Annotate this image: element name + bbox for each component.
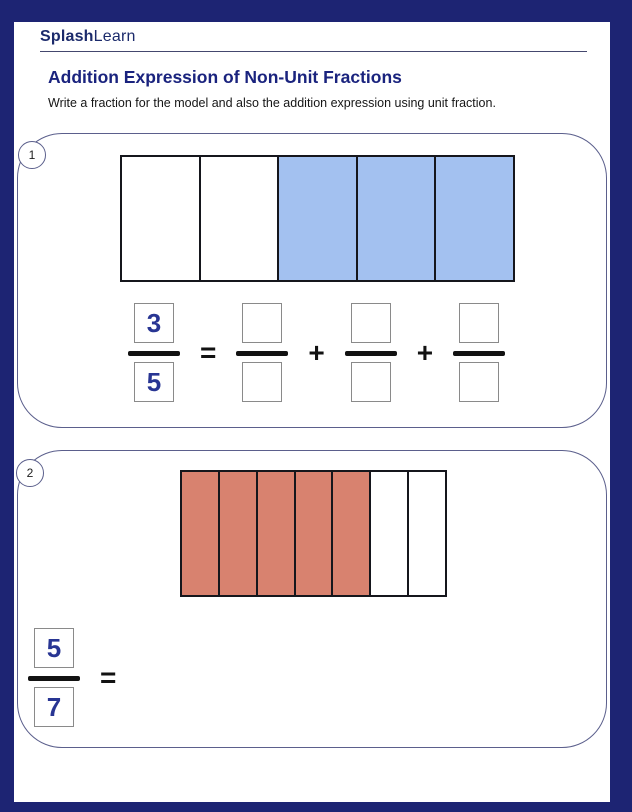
fraction-bar-model — [180, 470, 447, 597]
bar-cell — [333, 472, 371, 595]
problem-number: 1 — [28, 148, 36, 162]
denominator-answer-box[interactable] — [242, 362, 282, 402]
bar-cell — [409, 472, 445, 595]
page-title: Addition Expression of Non-Unit Fractions — [48, 67, 402, 87]
addend-fraction — [236, 303, 288, 402]
model-fraction — [28, 628, 80, 727]
problem-number-badge — [16, 459, 44, 487]
problem-number-badge — [18, 141, 46, 169]
bar-cell — [296, 472, 334, 595]
denominator-answer-box[interactable] — [351, 362, 391, 402]
logo-bold-part: Splash — [40, 28, 94, 45]
model-fraction — [128, 303, 180, 402]
addend-fraction — [345, 303, 397, 402]
denominator-answer-box[interactable] — [459, 362, 499, 402]
bar-cell — [258, 472, 296, 595]
equals-sign: = — [200, 336, 217, 368]
addend-fraction — [453, 303, 505, 402]
splashlearn-logo — [40, 28, 136, 46]
denominator-box: 7 — [34, 687, 74, 727]
fraction-line — [345, 351, 397, 356]
bar-cell — [371, 472, 409, 595]
bar-cell — [201, 157, 280, 280]
fraction-line — [453, 351, 505, 356]
numerator-answer-box[interactable] — [242, 303, 282, 343]
numerator-box: 3 — [134, 303, 174, 343]
equation-row — [28, 628, 116, 727]
numerator-box: 5 — [34, 628, 74, 668]
fraction-line — [236, 351, 288, 356]
fraction-line — [28, 676, 80, 681]
denominator-box: 5 — [134, 362, 174, 402]
numerator-answer-box[interactable] — [459, 303, 499, 343]
logo-light-part: Learn — [93, 28, 136, 45]
worksheet-sheet — [14, 22, 610, 802]
plus-sign: + — [308, 336, 325, 368]
plus-sign: + — [416, 336, 434, 368]
numerator-answer-box[interactable] — [351, 303, 391, 343]
header-divider — [40, 51, 587, 52]
fraction-line — [128, 351, 180, 356]
bar-cell — [182, 472, 220, 595]
fraction-bar-model — [120, 155, 515, 282]
bar-cell — [358, 157, 437, 280]
bar-cell — [436, 157, 513, 280]
problem-number: 2 — [26, 466, 34, 480]
bar-cell — [279, 157, 358, 280]
bar-cell — [122, 157, 201, 280]
equation-row — [128, 303, 505, 402]
bar-cell — [220, 472, 258, 595]
equals-sign: = — [100, 661, 117, 693]
instructions-text: Write a fraction for the model and also the addition expression using unit fraction. — [48, 96, 496, 110]
